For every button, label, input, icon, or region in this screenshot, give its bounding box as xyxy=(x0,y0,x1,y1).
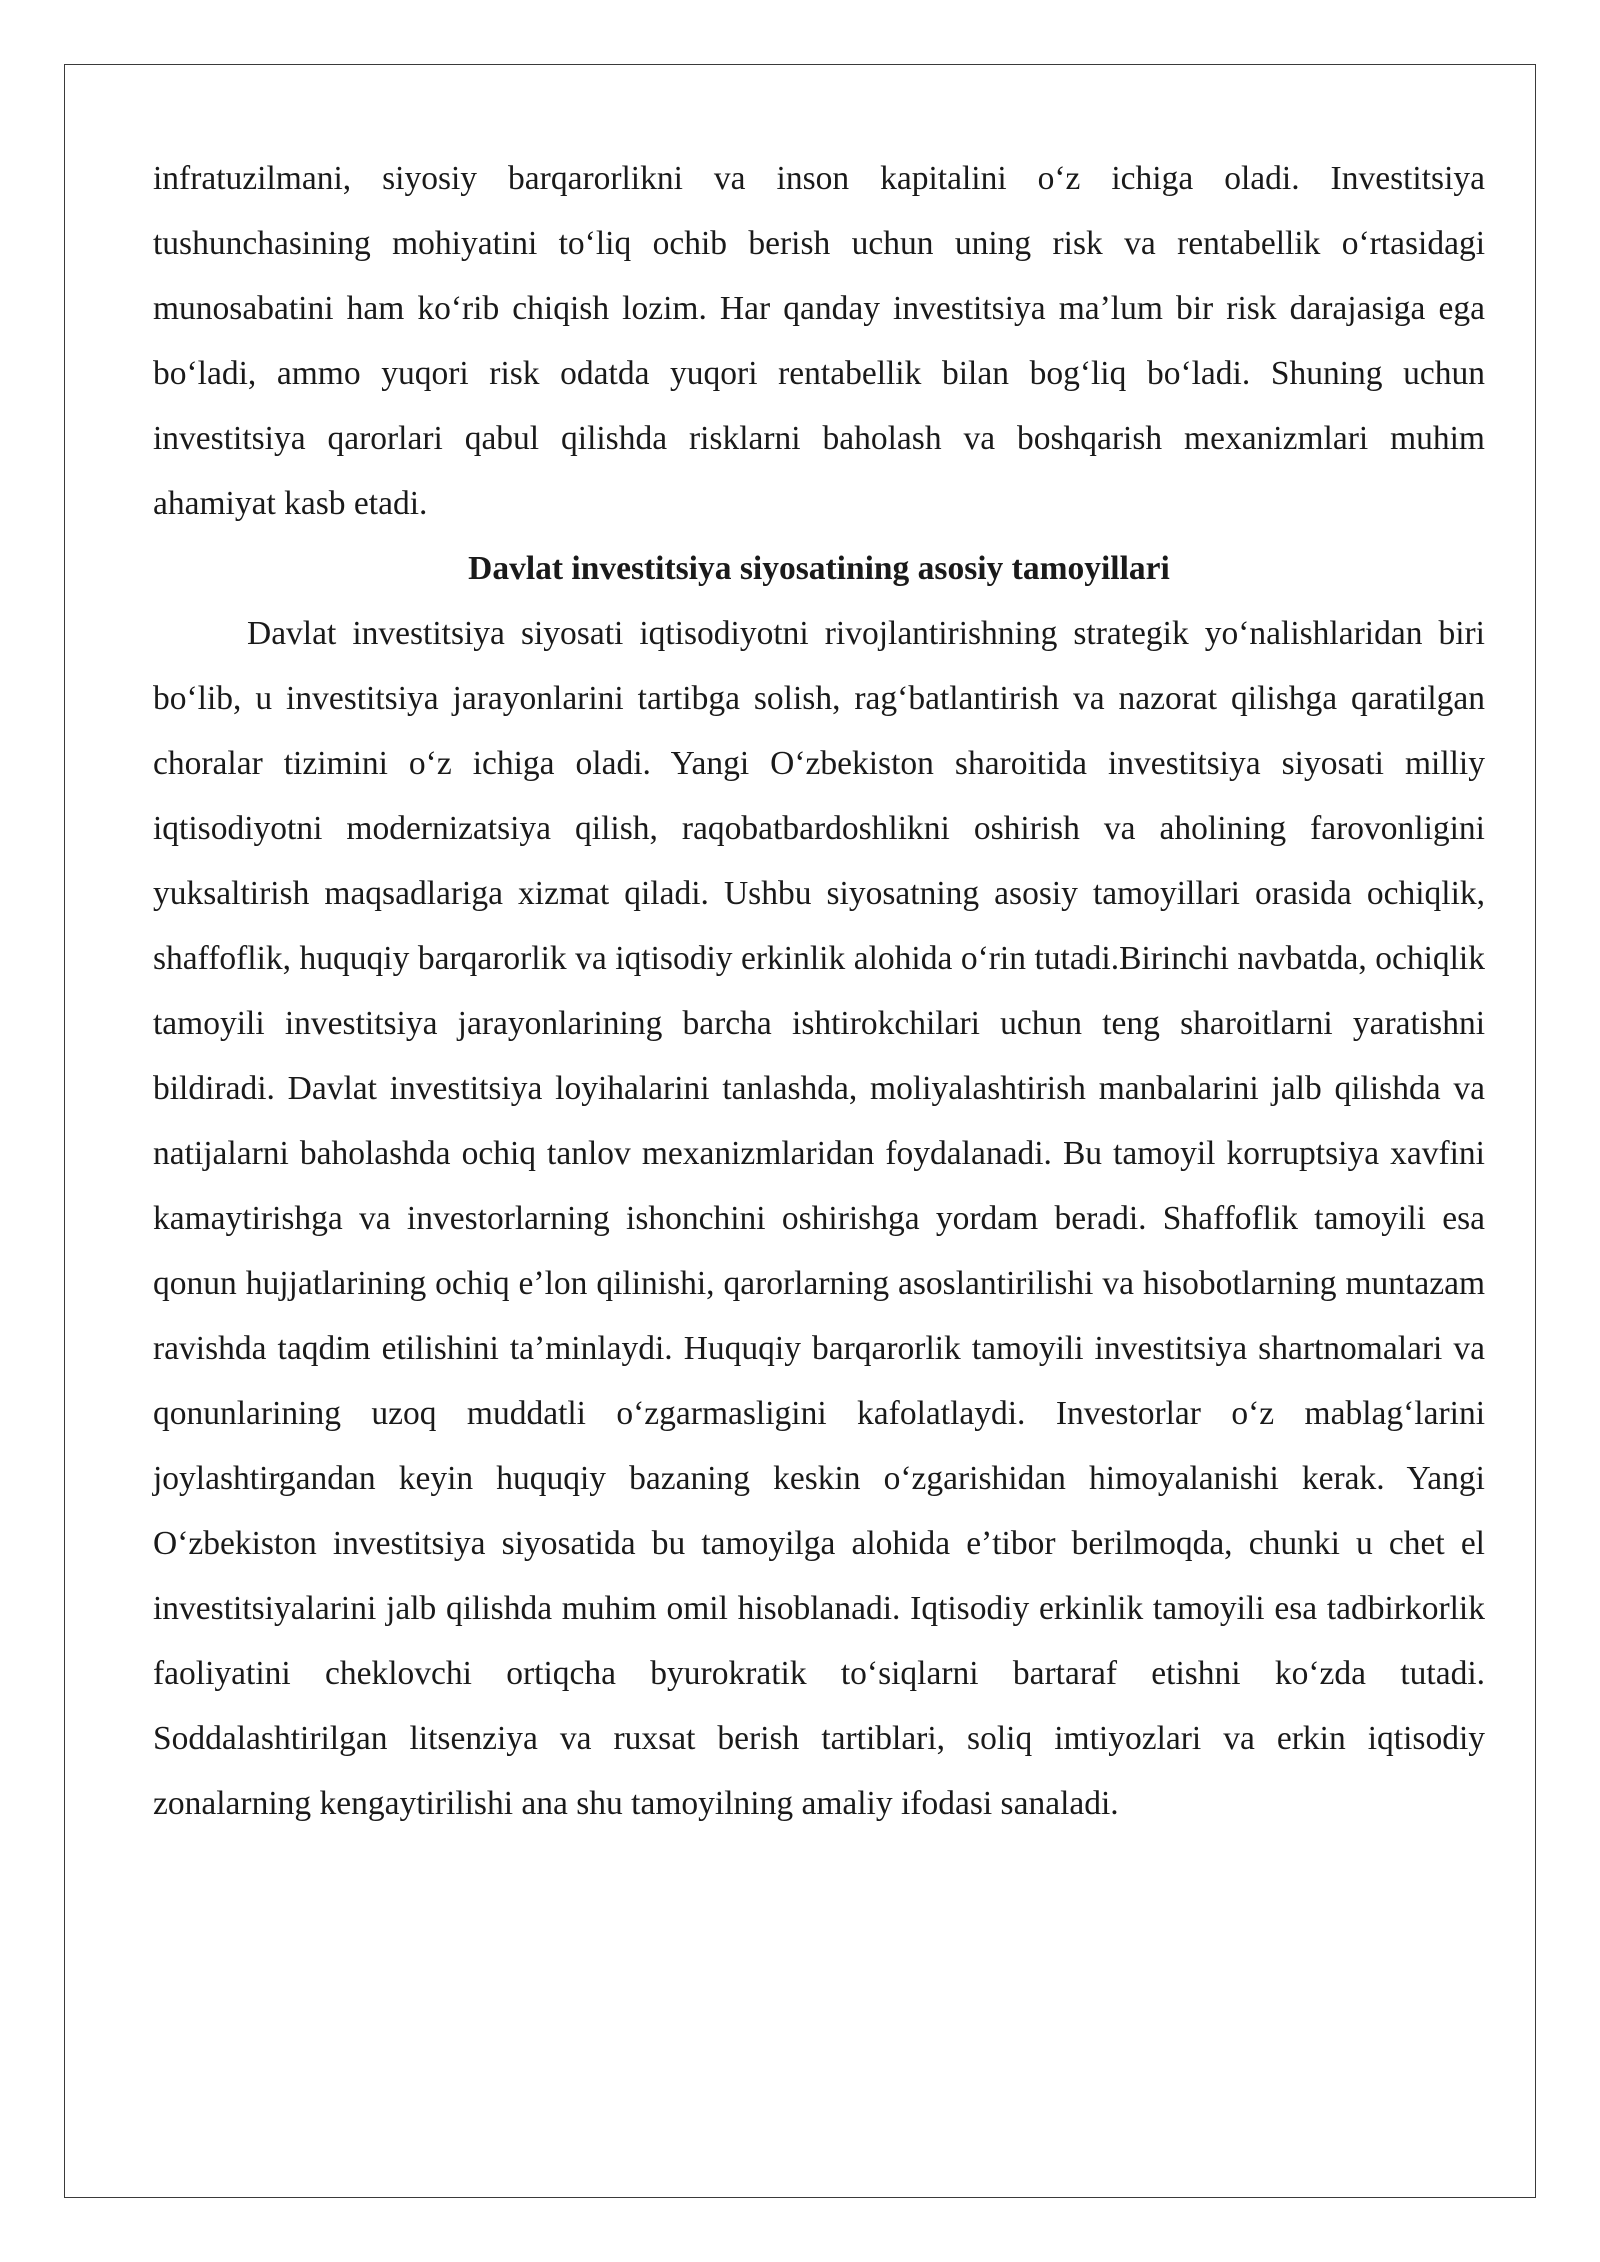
section-heading: Davlat investitsiya siyosatining asosiy tamoyillari xyxy=(468,550,1170,587)
document-body xyxy=(153,146,1485,1836)
paragraph-continued: infratuzilmani, siyosiy barqarorlikni va inson kapitalini oʻz ichiga oladi. Investitsiya tushunchasining mohiyatini toʻliq ochib berish uchun uning risk va rentabellik oʻrtasidagi munosabatini ham koʻrib chiqish lozim. Har qanday investitsiya maʼlum bir risk darajasiga ega boʻladi, ammo yuqori risk odatda yuqori rentabellik bilan bogʻliq boʻladi. Shuning uchun investitsiya qarorlari qabul qilishda risklarni baholash va boshqarish mexanizmlari muhim ahamiyat kasb etadi. xyxy=(153,160,1485,522)
paragraph-main: Davlat investitsiya siyosati iqtisodiyotni rivojlantirishning strategik yoʻnalishlaridan biri boʻlib, u investitsiya jarayonlarini tartibga solish, ragʻbatlantirish va nazorat qilishga qaratilgan choralar tizimini oʻz ichiga oladi. Yangi Oʻzbekiston sharoitida investitsiya siyosati milliy iqtisodiyotni modernizatsiya qilish, raqobatbardoshlikni oshirish va aholining farovonligini yuksaltirish maqsadlariga xizmat qiladi. Ushbu siyosatning asosiy tamoyillari orasida ochiqlik, shaffoflik, huquqiy barqarorlik va iqtisodiy erkinlik alohida oʻrin tutadi.Birinchi navbatda, ochiqlik tamoyili investitsiya jarayonlarining barcha ishtirokchilari uchun teng sharoitlarni yaratishni bildiradi. Davlat investitsiya loyihalarini tanlashda, moliyalashtirish manbalarini jalb qilishda va natijalarni baholashda ochiq tanlov mexanizmlaridan foydalanadi. Bu tamoyil korruptsiya xavfini kamaytirishga va investorlarning ishonchini oshirishga yordam beradi. Shaffoflik tamoyili esa qonun hujjatlarining ochiq eʼlon qilinishi, qarorlarning asoslantirilishi va hisobotlarning muntazam ravishda taqdim etilishini taʼminlaydi. Huquqiy barqarorlik tamoyili investitsiya shartnomalari va qonunlarining uzoq muddatli oʻzgarmasligini kafolatlaydi. Investorlar oʻz mablagʻlarini joylashtirgandan keyin huquqiy bazaning keskin oʻzgarishidan himoyalanishi kerak. Yangi Oʻzbekiston investitsiya siyosatida bu tamoyilga alohida eʼtibor berilmoqda, chunki u chet el investitsiyalarini jalb qilishda muhim omil hisoblanadi. Iqtisodiy erkinlik tamoyili esa tadbirkorlik faoliyatini cheklovchi ortiqcha byurokratik toʻsiqlarni bartaraf etishni koʻzda tutadi. Soddalashtirilgan litsenziya va ruxsat berish tartiblari, soliq imtiyozlari va erkin iqtisodiy zonalarning kengaytirilishi ana shu tamoyilning amaliy ifodasi sanaladi. xyxy=(153,615,1485,1822)
